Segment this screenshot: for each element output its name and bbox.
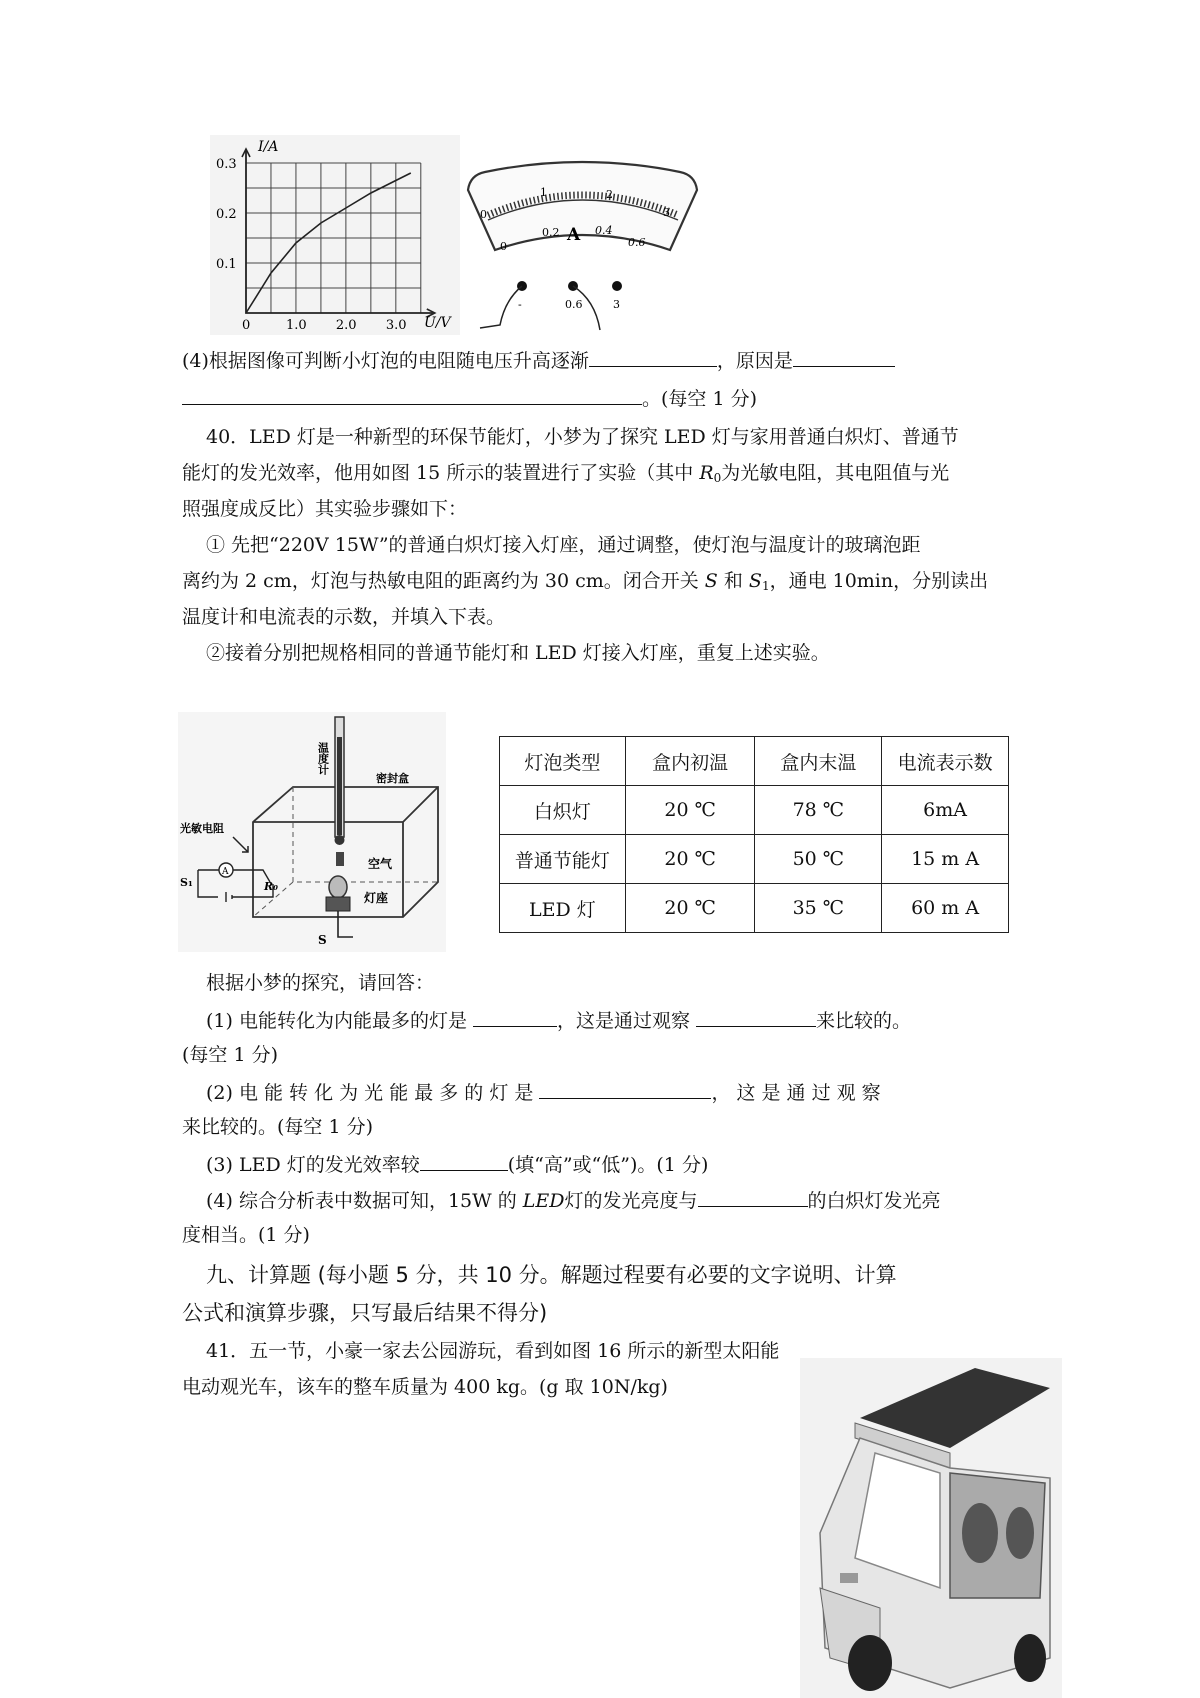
car-wheel <box>1014 1634 1046 1682</box>
table-row <box>500 884 1009 933</box>
lamp-holder <box>326 897 350 911</box>
table-cell: 20 ℃ <box>625 835 755 884</box>
lamp-bulb <box>329 876 347 898</box>
answer-blank-3[interactable] <box>420 1144 508 1171</box>
x-axis-label: U/V <box>424 315 451 331</box>
answer-blank-4[interactable] <box>698 1180 808 1207</box>
switch-s1-label: S₁ <box>180 876 193 889</box>
terminal-label-negative: - <box>518 298 522 311</box>
air-label: 空气 <box>368 857 393 871</box>
q40-intro-line3: 照强度成反比）其实验步骤如下： <box>182 498 468 520</box>
r0-label: R₀ <box>264 880 278 893</box>
switch-s-label: S <box>318 933 327 947</box>
table-cell: 50 ℃ <box>755 835 882 884</box>
x-tick-label: 2.0 <box>335 318 357 333</box>
answer-blank-reason-a[interactable] <box>793 340 895 367</box>
bottom-scale-0: 0 <box>500 240 507 253</box>
answer-4-line: (4) 综合分析表中数据可知，15W 的 LED灯的发光亮度与 的白炽灯发光亮 <box>206 1180 1046 1221</box>
bottom-scale-1: 0.2 <box>542 226 560 239</box>
table-cell: 60 m A <box>882 884 1009 933</box>
answer-1-line: (1) 电能转化为内能最多的灯是 ，这是通过观察 来比较的。 <box>206 1000 1046 1041</box>
table-header-cell: 盒内末温 <box>755 737 882 786</box>
table-cell: 6mA <box>882 786 1009 835</box>
thermometer-label: 温度计 <box>316 742 330 775</box>
solar-car-image <box>800 1358 1062 1698</box>
section9-heading-line1: 九、计算题 (每小题 5 分，共 10 分。解题过程要有必要的文字说明、计算 <box>206 1263 897 1287</box>
terminal-label-3: 3 <box>613 298 620 311</box>
top-scale-3: 3 <box>663 206 670 219</box>
answer-blank-resistance-trend[interactable] <box>589 340 717 367</box>
y-tick-label: 0.1 <box>216 257 237 272</box>
table-cell: 78 ℃ <box>755 786 882 835</box>
table-cell: LED 灯 <box>500 884 626 933</box>
q41-line1: 41．五一节，小豪一家去公园游玩，看到如图 16 所示的新型太阳能 <box>206 1340 780 1362</box>
table-header-row <box>500 737 1009 786</box>
table-cell: 普通节能灯 <box>500 835 626 884</box>
q40-step1-line1: ① 先把“220V 15W”的普通白炽灯接入灯座，通过调整，使灯泡与温度计的玻璃泡距 <box>206 534 921 556</box>
car-wheel <box>848 1635 892 1691</box>
bottom-scale-2: 0.4 <box>595 224 613 237</box>
table-header-cell: 电流表示数 <box>882 737 1009 786</box>
answer-2-line: (2) 电 能 转 化 为 光 能 最 多 的 灯 是 ， 这 是 通 过 观 察 <box>206 1072 1046 1113</box>
table-cell: 20 ℃ <box>625 786 755 835</box>
table-header-cell: 灯泡类型 <box>500 737 626 786</box>
wire-negative <box>480 286 522 328</box>
answer-blank-1a[interactable] <box>473 1000 557 1027</box>
photoresistor-label: 光敏电阻 <box>180 822 224 835</box>
x-tick-label: 3.0 <box>385 318 407 333</box>
data-table <box>499 736 1009 933</box>
top-scale-2: 2 <box>606 188 613 201</box>
answer-blank-2[interactable] <box>539 1072 711 1099</box>
q40-step1-line3: 温度计和电流表的示数，并填入下表。 <box>182 606 506 628</box>
answer-2-line2: 来比较的。(每空 1 分) <box>182 1116 373 1138</box>
top-scale-0: 0 <box>480 208 487 221</box>
answer-3-line: (3) LED 灯的发光效率较 (填“高”或“低”)。(1 分) <box>206 1144 1046 1185</box>
table-cell: 20 ℃ <box>625 884 755 933</box>
terminal-label-0-6: 0.6 <box>565 298 583 311</box>
lamp-holder-label: 灯座 <box>364 891 389 905</box>
terminal-3 <box>612 281 622 291</box>
table-cell: 15 m A <box>882 835 1009 884</box>
answer-1-score: (每空 1 分) <box>182 1044 278 1066</box>
q41-line2: 电动观光车，该车的整车质量为 400 kg。(g 取 10N/kg) <box>182 1376 668 1398</box>
q40-intro-line2: 能灯的发光效率，他用如图 15 所示的装置进行了实验（其中 $R_0$为光敏电阻，其电阻值与光 <box>182 462 950 485</box>
answers-lead: 根据小梦的探究，请回答： <box>206 972 435 994</box>
answer-4-line2: 度相当。(1 分) <box>182 1224 310 1246</box>
q39-part4-line1: (4)根据图像可判断小灯泡的电阻随电压升高逐渐 ，原因是 <box>182 340 1022 381</box>
answer-blank-1b[interactable] <box>696 1000 816 1027</box>
apparatus-figure <box>178 712 446 952</box>
q40-step1-line2: 离约为 2 cm，灯泡与热敏电阻的距离约为 30 cm。闭合开关 S 和 $S_1$，通电 10min，分别读出 <box>182 570 989 593</box>
ammeter-figure <box>460 160 705 335</box>
bottom-scale-3: 0.6 <box>628 236 646 249</box>
q40-intro-line1: 40．LED 灯是一种新型的环保节能灯，小梦为了探究 LED 灯与家用普通白炽灯、普通节 <box>206 426 959 448</box>
y-tick-label: 0.3 <box>216 157 237 172</box>
ammeter-unit: A <box>567 225 581 245</box>
q39-part4-line2: 。(每空 1 分) <box>182 378 1022 419</box>
table-header-cell: 盒内初温 <box>625 737 755 786</box>
sealed-box-label: 密封盒 <box>376 772 409 785</box>
circuit-ammeter-symbol: A <box>222 867 229 877</box>
table-row <box>500 835 1009 884</box>
y-axis-label: I/A <box>258 139 279 155</box>
y-tick-label: 0.2 <box>216 207 237 222</box>
table-cell: 白炽灯 <box>500 786 626 835</box>
x-tick-label: 0 <box>242 318 251 333</box>
current-voltage-graph <box>210 135 460 335</box>
table-row <box>500 786 1009 835</box>
table-cell: 35 ℃ <box>755 884 882 933</box>
answer-blank-reason-b[interactable] <box>182 378 642 405</box>
q40-step2: ②接着分别把规格相同的普通节能灯和 LED 灯接入灯座，重复上述实验。 <box>206 642 830 664</box>
section9-heading-line2: 公式和演算步骤，只写最后结果不得分) <box>182 1301 548 1325</box>
x-tick-label: 1.0 <box>285 318 307 333</box>
top-scale-1: 1 <box>540 186 547 199</box>
